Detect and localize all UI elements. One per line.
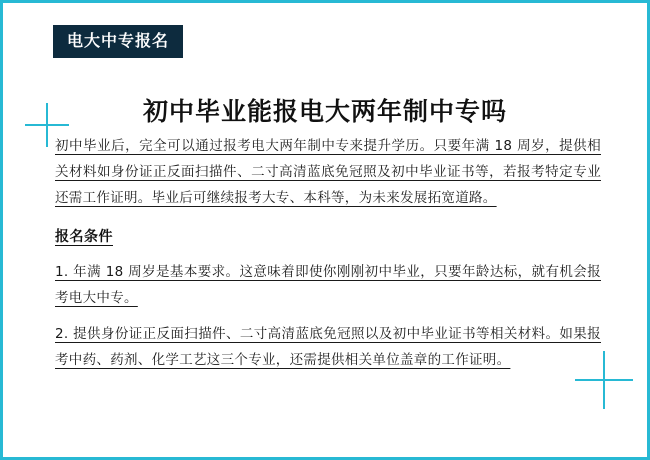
article-body: [55, 133, 601, 383]
condition-item: 1. 年满 18 周岁是基本要求。这意味着即使你刚刚初中毕业，只要年龄达标，就有机会报考电大中专。: [55, 264, 601, 306]
condition-item: 2. 提供身份证正反面扫描件、二寸高清蓝底免冠照以及初中毕业证书等相关材料。如果报考中药、药剂、化学工艺这三个专业，还需提供相关单位盖章的工作证明。: [55, 326, 601, 368]
section-heading: 报名条件: [55, 229, 113, 245]
intro-paragraph: 初中毕业后，完全可以通过报考电大两年制中专来提升学历。只要年满 18 周岁，提供相关材料如身份证正反面扫描件、二寸高清蓝底免冠照及初中毕业证书等，若报考特定专业还需工作证明。毕业后可继续报考大专、本科等，为未来发展拓宽道路。: [55, 138, 601, 206]
category-tag: 电大中专报名: [53, 25, 183, 58]
page-title: 初中毕业能报电大两年制中专吗: [142, 96, 507, 126]
